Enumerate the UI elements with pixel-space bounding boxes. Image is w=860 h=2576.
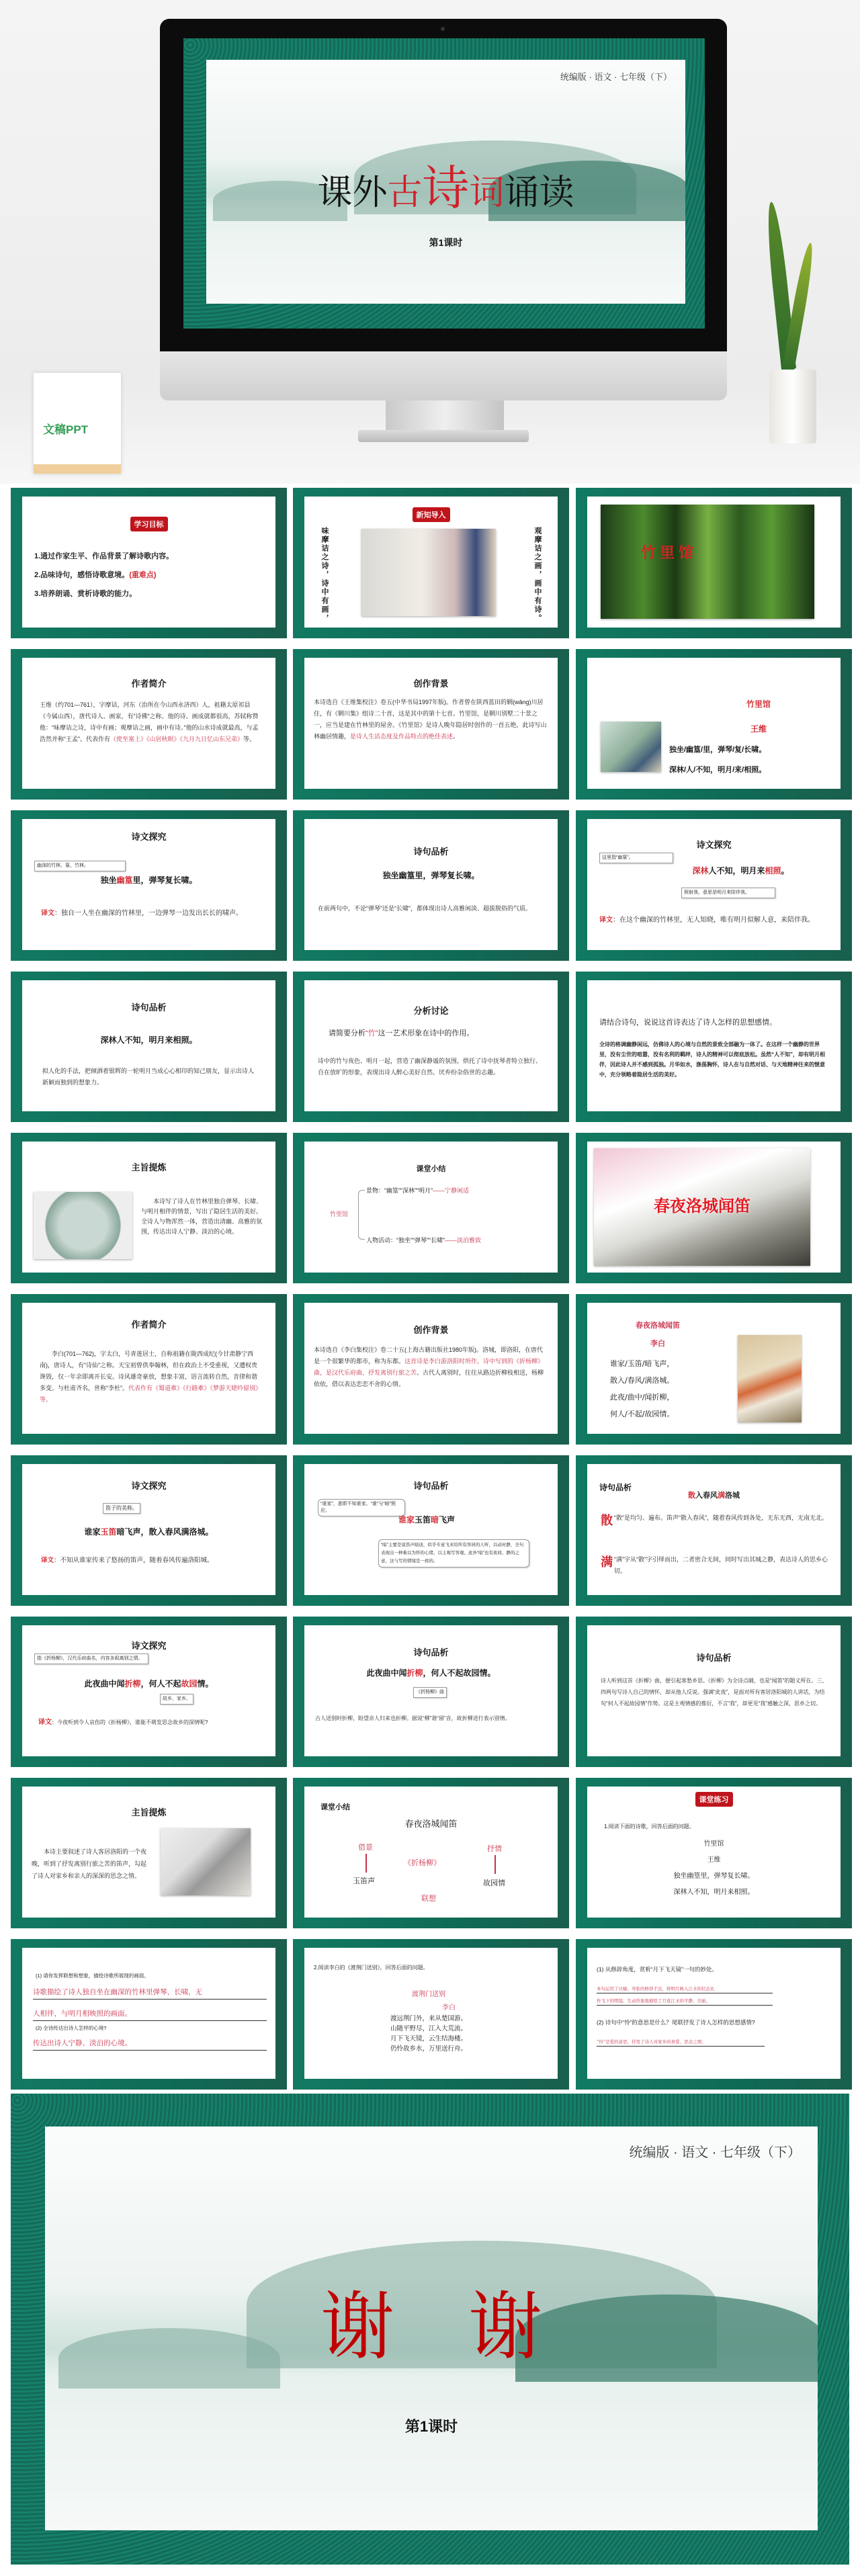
brand-calendar <box>34 373 121 474</box>
camera-dot <box>441 27 445 31</box>
slide-exercise-answers-1[interactable] <box>11 1939 287 2090</box>
slide-learning-goals[interactable] <box>11 488 287 638</box>
exercise-question: 1.阅读下面的诗歌，回答后面的问题。 <box>604 1823 695 1830</box>
slide-title: 诗句品析 <box>413 1647 449 1658</box>
slide-title: 诗句品析 <box>131 1002 167 1013</box>
poem-author: 李白 <box>650 1339 665 1348</box>
mindmap-branch: 人物活动：“独坐”“弹琴”“长啸”——淡泊雅致 <box>366 1237 481 1244</box>
key-char-text: “满”字从“散”字引绎而出，二者密合无间，同时写出其城之静，表达诗人的思乡心切。 <box>614 1556 828 1574</box>
exercise-question: (1) 请你发挥联想和想象，描绘诗歌所展现的画面。 <box>36 1973 149 1979</box>
ink-painting-image <box>161 1828 251 1895</box>
poem-line: 此夜曲中闻折柳，何人不起故园情。 <box>84 1679 214 1688</box>
slide-exercise-2[interactable] <box>293 1939 569 2090</box>
slide-exercise-1[interactable] <box>576 1778 852 1928</box>
annotation-callout: 故乡，家乡。 <box>160 1694 194 1705</box>
slide-theme-2[interactable] <box>11 1778 287 1928</box>
slide-summary-2[interactable] <box>293 1778 569 1928</box>
key-char: 满 <box>601 1555 613 1569</box>
emotion-question: 请结合诗句，说说这首诗表达了诗人怎样的思想感情。 <box>599 1019 777 1027</box>
slide-bamboo-title[interactable] <box>576 488 852 638</box>
slide-summary-1[interactable] <box>293 1133 569 1283</box>
poem-line: 深林人不知，明月来相照。 <box>692 866 789 875</box>
intro-left-quote: 味摩诘之诗，诗中有画， <box>320 527 329 623</box>
monitor-base <box>358 430 529 442</box>
slide-intro[interactable] <box>293 488 569 638</box>
slide-poem-spring-night[interactable] <box>576 1294 852 1445</box>
poet-image <box>601 722 661 772</box>
summary-poem-title: 春夜洛城闻笛 <box>404 1819 458 1829</box>
arrow-down <box>494 1855 496 1874</box>
slide-explore-1[interactable] <box>11 810 287 961</box>
slide-title: 诗文探究 <box>131 1481 167 1491</box>
slide-title: 诗文探究 <box>131 832 167 842</box>
exercise-question: 2.阅读李白的《渡荆门送别》，回答后面的问题。 <box>314 1965 429 1971</box>
slide-title: 主旨提炼 <box>131 1807 167 1817</box>
slide-title: 创作背景 <box>413 679 449 689</box>
slide-discussion[interactable] <box>293 972 569 1122</box>
slide-explore-4[interactable] <box>11 1617 287 1767</box>
poem-line: 散入春风满洛城 <box>688 1491 740 1500</box>
slide-analysis-1[interactable] <box>293 810 569 961</box>
slide-title: 作者简介 <box>131 1320 167 1330</box>
answer-line: 本句运用了比喻、夸张的修辞手法，将明月映入江水的状态比 <box>597 1985 773 1993</box>
poem-line: 深林人不知，明月来相照。 <box>673 1889 755 1896</box>
mindmap-root: 竹里馆 <box>330 1211 349 1217</box>
poem-line: 独坐/幽篁/里，弹琴/复/长啸。 <box>669 746 767 754</box>
poem-line: 深林/人/不知，明月/来/相照。 <box>669 766 767 774</box>
slide-emotion[interactable] <box>576 972 852 1122</box>
analysis-text: 古人送别时折柳，盼望亲人归来也折柳。据说“柳”谐“留”音，故折柳送行表示别情。 <box>315 1715 511 1721</box>
annotation-callout: 幽深的竹林。篁，竹林。 <box>34 861 126 871</box>
exercise-badge: 课堂练习 <box>695 1792 733 1807</box>
answer-line: 诗歌描绘了诗人独自坐在幽深的竹林里弹琴、长啸，无 <box>33 1987 267 2000</box>
arrow-down <box>366 1854 367 1873</box>
poem-line: 独坐幽篁里，弹琴复长啸。 <box>100 875 198 885</box>
slide-title: 诗句品析 <box>599 1483 632 1492</box>
exercise-question: (2) 诗句中“怜”的意思是什么？尾联抒发了诗人怎样的思想感情? <box>597 2019 755 2026</box>
annotation-callout: 这里指“幽篁”。 <box>599 853 673 863</box>
cover-slide <box>183 38 705 329</box>
exercise-question: (1) 从修辞角度，赏析“月下飞天镜”一句的妙处。 <box>597 1966 718 1973</box>
brand-logo: 文稿PPT <box>43 423 89 436</box>
slide-explore-3[interactable] <box>11 1455 287 1606</box>
slide-title: 诗文探究 <box>696 840 732 850</box>
summary-node: 玉笛声 <box>353 1877 375 1885</box>
monitor-stand <box>386 400 504 434</box>
painting-image <box>361 529 496 616</box>
lesson-label: 第1课时 <box>429 237 463 248</box>
poem-author: 李白 <box>442 2004 456 2012</box>
theme-text: 本诗写了诗人在竹林里独自弹琴、长啸、与明月相伴的情景，写出了隐居生活的美好。全诗人与物浑然一体，营造出清幽、高雅的氛围，传达出诗人宁静、淡泊的心境。 <box>141 1198 263 1235</box>
slide-author-libai[interactable] <box>11 1294 287 1445</box>
slide-analysis-5[interactable] <box>293 1617 569 1767</box>
annotation-callout: 照射我，意思是明月来陪伴我。 <box>681 888 775 898</box>
translation: 译文：在这个幽深的竹林里，无人知晓，唯有明月似解人意，来陪伴我。 <box>599 916 814 924</box>
poem-author: 王维 <box>707 1856 721 1864</box>
translation: 译文：不知从谁家传来了悠扬的笛声，随着春风传遍洛阳城。 <box>41 1557 214 1564</box>
annotation-callout: 《折杨柳》曲 <box>413 1687 447 1698</box>
poem-line: 谁家玉笛暗飞声，散入春风满洛城。 <box>84 1527 214 1537</box>
emotion-answer: 全诗的格调幽静闲远，仿佛诗人的心境与自然的景致全部融为一体了。在这样一个幽静的世界里，没有尘世的喧嚣，没有名利的羁绊，诗人的精神可以彻底放松。虽然“人不知”，却有明月相伴，因此诗人并不感到孤独。月华如水，涤荡胸怀，诗人在与自然对话、与天地精神往来的惬意中，充分领略着隐居生活的美好。 <box>599 1041 825 1078</box>
slide-title: 分析讨论 <box>413 1006 449 1016</box>
slide-title: 作者简介 <box>131 679 167 689</box>
poem-line: 独坐幽篁里，弹琴复长啸。 <box>673 1873 755 1880</box>
slide-title: 诗句品析 <box>413 847 449 857</box>
answer-line: 人相伴，与明月相映照的画面。 <box>33 2008 267 2021</box>
goals-badge: 学习目标 <box>130 517 168 531</box>
slide-explore-2[interactable] <box>576 810 852 961</box>
goals-list: 1.通过作家生平、作品背景了解诗歌内容。 2.品味诗句，感悟诗歌意境。(重难点) 3.培养朗诵、赏析诗歌的能力。 <box>34 552 174 598</box>
theme-text: 本诗主要叙述了诗人客居洛阳的一个夜晚，听到了抒发离别行旅之苦的笛声，勾起了诗人对家乡和亲人的深深的思念之情。 <box>32 1848 147 1879</box>
intro-badge: 新知导入 <box>413 507 450 522</box>
summary-node: 联想 <box>421 1894 436 1903</box>
mindmap-branch: 景物：“幽篁”“深林”“明月”——宁静闲适 <box>366 1187 469 1194</box>
slide-title: 创作背景 <box>413 1325 449 1335</box>
cover-landscape <box>206 60 685 304</box>
cover-title: 课外古诗词诵读 <box>317 161 574 216</box>
key-char-text: “散”是均匀、遍布。笛声“散入春风”，随着春风传到各处，无东无西，无南无北。 <box>614 1514 828 1521</box>
summary-node: 抒情 <box>487 1844 502 1853</box>
summary-node: 《折杨柳》 <box>404 1858 441 1867</box>
theme-image <box>34 1192 132 1259</box>
poem-title: 春夜洛城闻笛 <box>654 1197 750 1215</box>
slide-analysis-6[interactable] <box>576 1617 852 1767</box>
bamboo-image <box>601 505 814 619</box>
intro-right-quote: 观摩诘之画，画中有诗。 <box>533 527 542 623</box>
thanks-title: 谢 谢 <box>320 2284 542 2370</box>
author-bio: 王维（约701—761），字摩诘，河东（治所在今山西永济西）人，祖籍太原祁县（今属山西），唐代诗人、画家，有“诗佛”之称。他的诗、画成就都很高，苏轼称赞他：“味摩诘之诗，诗中有画；观摩诘之画，画中有诗。”他的山水诗成就最高，与孟浩然并称“王孟”。代表作有《使至塞上》《山居秋暝》《九月九日忆山东兄弟》等。 <box>40 701 259 742</box>
lesson-label: 第1课时 <box>404 2418 458 2435</box>
slide-spring-night-title[interactable] <box>576 1133 852 1283</box>
answer-line: “怜”是爱的意思，抒发了诗人对家乡的喜爱、思念之情。 <box>597 2038 765 2047</box>
poem-line: 深林人不知，明月来相照。 <box>100 1035 198 1045</box>
analysis-text: 在前两句中，不论“弹琴”还是“长啸”，都体现出诗人高雅闲淡、超拔脱俗的气质。 <box>318 905 531 912</box>
slide-title: 主旨提炼 <box>131 1162 167 1172</box>
plant-decoration <box>746 202 833 450</box>
poem-title: 渡荆门送别 <box>412 1991 445 1998</box>
slide-poem-zhuliguan[interactable] <box>576 649 852 800</box>
poem-title: 春夜洛城闻笛 <box>636 1321 680 1330</box>
poem-line: 此夜曲中闻折柳，何人不起故园情。 <box>366 1668 496 1678</box>
monitor-chin <box>160 351 727 400</box>
summary-node: 故园情 <box>483 1879 505 1887</box>
flute-player-image <box>738 1335 802 1422</box>
slide-thanks[interactable] <box>11 2094 849 2565</box>
edition-label: 统编版 · 语文 · 七年级（下） <box>560 72 672 82</box>
slide-author-wangwei[interactable] <box>11 649 287 800</box>
poem-title: 竹里馆 <box>746 699 771 709</box>
hero-mockup <box>0 0 860 484</box>
background-text: 本诗选自《王维集校注》卷五(中华书局1997年版)。作者曾在陕西蓝田的辋(wǎng)川居住，有《辋川集》组诗二十首，这是其中的第十七首。竹里馆，是辋川别墅二十景之一，应当是建在竹林里的屋舍。《竹里馆》是诗人晚年隐居时创作的一首五绝，此诗写山林幽居情趣，是诗人生活态度及作品特点的绝佳表述。 <box>314 699 547 740</box>
summary-node: 借景 <box>358 1843 373 1852</box>
analysis-text: 拟人化的手法，把倾洒着银辉的一轮明月当成心心相印的知己朋友，显示出诗人新颖而独到的想象力。 <box>42 1068 255 1086</box>
mindmap-brace <box>358 1190 365 1240</box>
poem-title: 竹 里 馆 <box>641 544 694 561</box>
poem-line: 独坐幽篁里，弹琴复长啸。 <box>382 871 480 880</box>
annotation-callout: “谁家”，意即不知谁家。“谁”与“暗”照应。 <box>318 1499 405 1516</box>
slide-background-libai[interactable] <box>293 1294 569 1445</box>
annotation-callout: “暗”主要是说笛声暗送，似乎专意飞来给所有客居的人听，以动衬静，全句表现出一种难以为怀的心绪，以主观写客观。此外“暗”也有夜间、静的之意，这与写的情境是一致的。 <box>378 1539 529 1568</box>
slide-theme-1[interactable] <box>11 1133 287 1283</box>
analysis-text: 诗人听到这首《折柳》曲，便引起客愁乡思。《折柳》为全诗点睛，也是“闻笛”的题义所在。三、四两句写诗人自己的情怀，却从他人反说。强调“此夜”，是面对所有客居洛阳城的人讲话，为结句“何人不起故园情”作势。这是主观情感的推衍，不言“我”，却更见“我”感触之深，思乡之切。 <box>601 1678 828 1707</box>
slide-title: 课堂小结 <box>320 1803 350 1811</box>
answer-line: 作飞下的明镜，生动形象地描绘了月夜江水的平静、美丽。 <box>597 1998 773 2006</box>
poem-line: 谁家玉笛暗飞声 <box>398 1515 456 1525</box>
poem-title: 竹里馆 <box>703 1840 724 1848</box>
spring-night-image <box>594 1148 810 1266</box>
slide-title: 诗句品析 <box>696 1653 732 1663</box>
key-char: 散 <box>601 1514 613 1527</box>
discussion-answer: 诗中的竹与夜色、明月一起，营造了幽深静谧的氛围，烘托了诗中抚琴者特立独行、自在放旷的形象，表现出诗人醉心美好自然、厌弃纷杂俗世的志趣。 <box>318 1058 542 1076</box>
annotation-callout: 指《折杨柳》，汉代乐府曲名，内容多叙离别之情。 <box>34 1654 148 1664</box>
answer-line: 传达出诗人宁静、淡泊的心境。 <box>33 2038 267 2051</box>
poem-lines: 渡远荆门外，来从楚国游。 山随平野尽，江入大荒流。 月下飞天镜，云生结海楼。 仍怜故乡水，万里送行舟。 <box>390 2015 468 2053</box>
slide-analysis-4[interactable] <box>576 1455 852 1606</box>
slide-background-wangwei[interactable] <box>293 649 569 800</box>
annotation-callout: 笛子的美称。 <box>103 1503 140 1514</box>
slide-analysis-2[interactable] <box>11 972 287 1122</box>
translation: 译文：今夜听到令人哀伤的《折杨柳》，谁能不萌发思念故乡的深情呢? <box>38 1719 208 1726</box>
thanks-landscape <box>45 2127 818 2530</box>
slide-title: 诗句品析 <box>413 1481 449 1491</box>
poem-author: 王维 <box>750 724 767 734</box>
translation: 译文：独自一人坐在幽深的竹林里，一边弹琴一边发出长长的啸声。 <box>41 910 243 917</box>
background-text: 本诗选自《李白集校注》卷二十五(上海古籍出版社1980年版)。洛城，即洛阳，在唐代是一个很繁华的都市，称为东都。这首诗是李白游洛阳时所作，诗中写到的《折杨柳》曲，是汉代乐府曲，抒发离别行旅之苦。古代人离别时，往往从路边折柳枝相送，杨柳依依，借以表达恋恋不舍的心情。 <box>314 1346 544 1387</box>
author-bio: 李白(701—762)，字太白，号青莲居士，自称祖籍在陇西成纪(今甘肃静宁西南)，唐诗人，有“诗仙”之称。天宝初曾供奉翰林，但在政治上不受重视，又遭权贵谗毁，仅一年余即离开长安。诗风雄奇豪放，想象丰富，语言流转自然，音律和谐多变。与杜甫齐名，世称“李杜”。代表作有《蜀道难》《行路难》《梦游天姥吟留别》等。 <box>40 1350 262 1403</box>
slide-title: 课堂小结 <box>416 1165 446 1173</box>
slide-analysis-3[interactable] <box>293 1455 569 1606</box>
slide-exercise-answers-2[interactable] <box>576 1939 852 2090</box>
edition-label: 统编版 · 语文 · 七年级（下） <box>629 2145 801 2160</box>
slide-title: 诗文探究 <box>131 1641 167 1651</box>
discussion-question: 请简要分析“竹”这一艺术形象在诗中的作用。 <box>329 1029 474 1037</box>
poem-lines: 谁家/玉笛/暗飞声， 散入/春风/满洛城。 此夜/曲中/闻折柳， 何人/不起/故园情。 <box>610 1359 675 1418</box>
exercise-question: (2) 全诗传达出诗人怎样的心境? <box>36 2025 107 2031</box>
